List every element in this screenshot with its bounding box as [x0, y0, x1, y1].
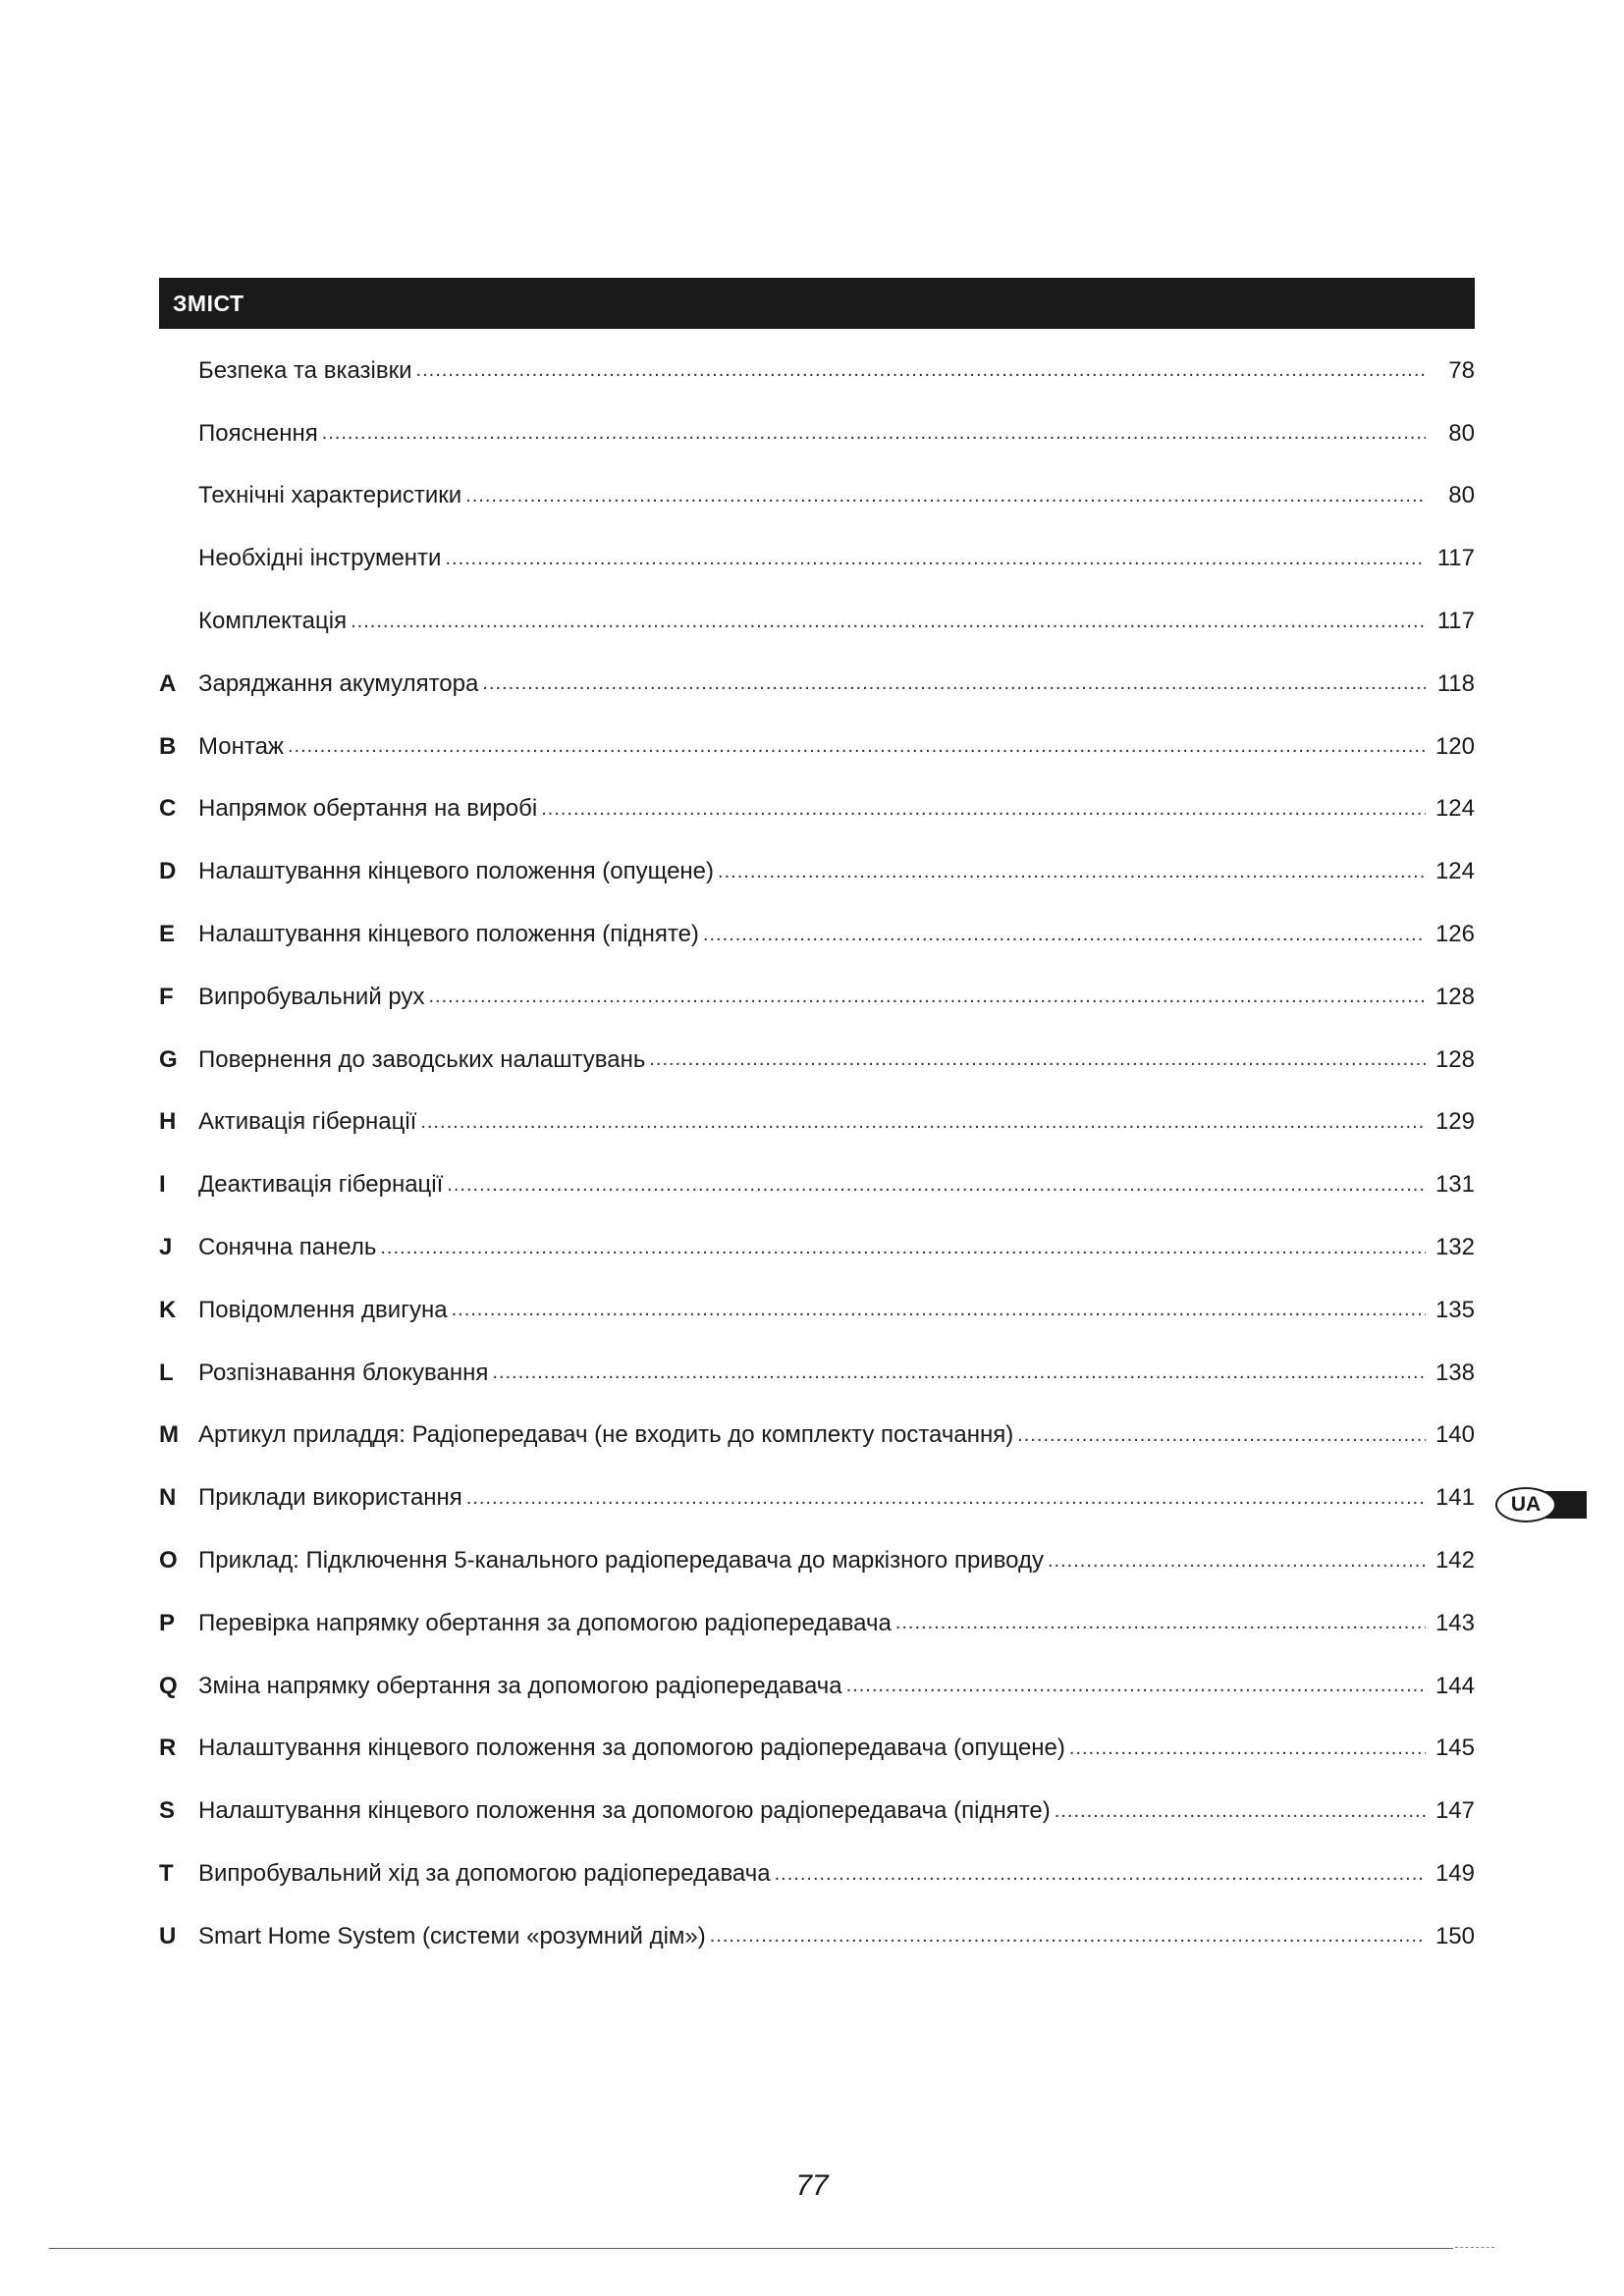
toc-entry-leader	[718, 861, 1426, 883]
page-number: 77	[795, 2169, 829, 2202]
toc-entry[interactable]	[159, 1905, 1475, 1968]
toc-entry[interactable]	[159, 1092, 1475, 1154]
toc-entry-title: Приклад: Підключення 5-канального радіопередавача до маркізного приводу	[198, 1547, 1044, 1575]
toc-entry-title: Налаштування кінцевого положення (опущене)	[198, 858, 715, 885]
toc-entry-page: 80	[1448, 482, 1475, 509]
toc-entry-letter: K	[159, 1296, 177, 1323]
footer-divider	[49, 2248, 1453, 2249]
toc-entry-page: 126	[1435, 921, 1475, 948]
toc-header	[159, 278, 1475, 329]
toc-entry[interactable]	[159, 966, 1475, 1029]
toc-entry[interactable]	[159, 1279, 1475, 1342]
toc-entry-page: 145	[1435, 1735, 1475, 1762]
toc-entry-letter: E	[159, 921, 176, 948]
toc-entry-page: 80	[1448, 419, 1475, 447]
toc-entry-letter: G	[159, 1045, 178, 1073]
toc-entry-letter: L	[159, 1359, 174, 1386]
toc-entry-page: 129	[1435, 1108, 1475, 1136]
toc-entry[interactable]	[159, 402, 1475, 465]
toc-entry-leader	[846, 1675, 1426, 1697]
toc-entry-letter: N	[159, 1484, 177, 1512]
toc-entry-leader	[710, 1925, 1426, 1948]
toc-entry[interactable]	[159, 1467, 1475, 1529]
toc-entry[interactable]	[159, 1842, 1475, 1905]
toc-entry-letter: R	[159, 1735, 177, 1762]
toc-entry-page: 140	[1435, 1421, 1475, 1449]
toc-entry-leader	[416, 359, 1426, 382]
toc-entry-letter: D	[159, 858, 177, 885]
toc-entry-title: Приклади використання	[198, 1484, 462, 1512]
footer-divider-dashes	[1455, 2247, 1494, 2248]
toc-entry[interactable]	[159, 840, 1475, 903]
toc-entry-letter: O	[159, 1547, 178, 1575]
toc-entry-page: 141	[1435, 1484, 1475, 1512]
toc-entry-page: 117	[1436, 545, 1475, 572]
toc-entry[interactable]	[159, 1655, 1475, 1718]
toc-entry-title: Smart Home System (системи «розумний дім»)	[198, 1922, 706, 1949]
toc-entry[interactable]	[159, 590, 1475, 653]
toc-entry-page: 150	[1435, 1922, 1475, 1949]
toc-entry-title: Активація гібернації	[198, 1108, 417, 1136]
toc-entry[interactable]	[159, 1029, 1475, 1092]
toc-entry-title: Налаштування кінцевого положення за допомогою радіопередавача (підняте)	[198, 1797, 1051, 1825]
toc-entry-letter: A	[159, 669, 177, 697]
toc-entry-title: Монтаж	[198, 732, 284, 760]
toc-entry-letter: H	[159, 1108, 177, 1136]
toc-entry-title: Розпізнавання блокування	[198, 1359, 489, 1386]
toc-entry[interactable]	[159, 1529, 1475, 1592]
toc-entry-leader	[482, 672, 1426, 695]
toc-entry-title: Комплектація	[198, 608, 348, 635]
toc-entry-page: 128	[1435, 983, 1475, 1010]
toc-entry-leader	[466, 1487, 1426, 1510]
toc-entry-page: 143	[1435, 1609, 1475, 1636]
toc-entry-title: Артикул приладдя: Радіопередавач (не входить до комплекту постачання)	[198, 1421, 1014, 1449]
toc-entry-leader	[649, 1048, 1426, 1071]
toc-entry-leader	[288, 735, 1426, 758]
toc-entry-page: 149	[1435, 1860, 1475, 1888]
toc-entry-leader	[492, 1362, 1426, 1384]
toc-entry-leader	[380, 1237, 1426, 1259]
toc-entry-leader	[428, 986, 1425, 1008]
toc-header-title: ЗМІСТ	[173, 291, 244, 316]
toc-entry-page: 124	[1435, 858, 1475, 885]
table-of-contents	[159, 340, 1475, 1968]
toc-entry[interactable]	[159, 527, 1475, 590]
toc-entry-title: Повідомлення двигуна	[198, 1296, 448, 1323]
toc-entry-leader	[775, 1863, 1426, 1886]
toc-entry-title: Необхідні інструменти	[198, 545, 442, 572]
toc-entry[interactable]	[159, 1216, 1475, 1279]
toc-entry-leader	[703, 924, 1426, 946]
toc-entry-letter: Q	[159, 1672, 178, 1699]
toc-entry[interactable]	[159, 1153, 1475, 1216]
toc-entry-page: 138	[1435, 1359, 1475, 1386]
toc-entry-leader	[1048, 1550, 1426, 1573]
toc-entry-title: Налаштування кінцевого положення за допомогою радіопередавача (опущене)	[198, 1735, 1065, 1762]
toc-entry-page: 124	[1435, 795, 1475, 823]
toc-entry[interactable]	[159, 465, 1475, 528]
toc-entry[interactable]	[159, 1780, 1475, 1842]
toc-entry-leader	[420, 1111, 1426, 1134]
toc-entry-leader	[322, 422, 1426, 445]
toc-entry-title: Напрямок обертання на виробі	[198, 795, 538, 823]
toc-entry-title: Налаштування кінцевого положення (підняте)	[198, 921, 699, 948]
language-tab	[1495, 1487, 1587, 1524]
toc-entry[interactable]	[159, 653, 1475, 716]
toc-entry-leader	[1069, 1737, 1426, 1760]
toc-entry-leader	[351, 611, 1426, 633]
toc-entry[interactable]	[159, 778, 1475, 841]
toc-entry-title: Технічні характеристики	[198, 482, 462, 509]
toc-entry-letter: B	[159, 732, 177, 760]
toc-entry-page: 142	[1435, 1547, 1475, 1575]
toc-entry-page: 78	[1448, 356, 1475, 384]
toc-entry-page: 144	[1435, 1672, 1475, 1699]
toc-entry-title: Випробувальний хід за допомогою радіопередавача	[198, 1860, 771, 1888]
toc-entry-page: 132	[1435, 1234, 1475, 1261]
toc-entry[interactable]	[159, 903, 1475, 966]
toc-entry[interactable]	[159, 716, 1475, 778]
toc-entry-letter: C	[159, 795, 177, 823]
toc-entry-page: 131	[1435, 1171, 1475, 1199]
toc-entry-leader	[895, 1612, 1426, 1634]
toc-entry-leader	[447, 1174, 1426, 1197]
toc-entry-page: 147	[1435, 1797, 1475, 1825]
toc-entry-page: 128	[1435, 1045, 1475, 1073]
toc-entry[interactable]	[159, 1342, 1475, 1405]
toc-entry-leader	[465, 485, 1426, 507]
toc-entry-page: 120	[1435, 732, 1475, 760]
toc-entry-page: 117	[1436, 608, 1475, 635]
toc-entry-title: Сонячна панель	[198, 1234, 377, 1261]
toc-entry-letter: P	[159, 1609, 176, 1636]
toc-entry-title: Перевірка напрямку обертання за допомогою радіопередавача	[198, 1609, 892, 1636]
toc-entry-title: Деактивація гібернації	[198, 1171, 444, 1199]
toc-entry[interactable]	[159, 1592, 1475, 1655]
toc-entry-leader	[1055, 1800, 1426, 1823]
toc-entry-leader	[445, 548, 1426, 570]
toc-entry-title: Заряджання акумулятора	[198, 669, 479, 697]
toc-entry[interactable]	[159, 1718, 1475, 1781]
toc-entry-page: 118	[1436, 669, 1475, 697]
toc-entry-letter: J	[159, 1234, 173, 1261]
toc-entry-title: Повернення до заводських налаштувань	[198, 1045, 646, 1073]
toc-entry-title: Випробувальний рух	[198, 983, 425, 1010]
toc-entry-letter: I	[159, 1171, 166, 1199]
toc-entry-title: Зміна напрямку обертання за допомогою радіопередавача	[198, 1672, 842, 1699]
toc-entry-leader	[541, 798, 1426, 821]
toc-entry-page: 135	[1435, 1296, 1475, 1323]
toc-entry-leader	[1017, 1424, 1426, 1447]
toc-entry-title: Безпека та вказівки	[198, 356, 412, 384]
toc-entry[interactable]	[159, 340, 1475, 402]
toc-entry-letter: U	[159, 1922, 177, 1949]
toc-entry-title: Пояснення	[198, 419, 318, 447]
toc-entry-letter: S	[159, 1797, 176, 1825]
language-tab-label: UA	[1495, 1487, 1556, 1522]
toc-entry-leader	[452, 1299, 1426, 1321]
toc-entry[interactable]	[159, 1405, 1475, 1468]
toc-entry-letter: M	[159, 1421, 179, 1449]
toc-entry-letter: F	[159, 983, 174, 1010]
toc-entry-letter: T	[159, 1860, 174, 1888]
